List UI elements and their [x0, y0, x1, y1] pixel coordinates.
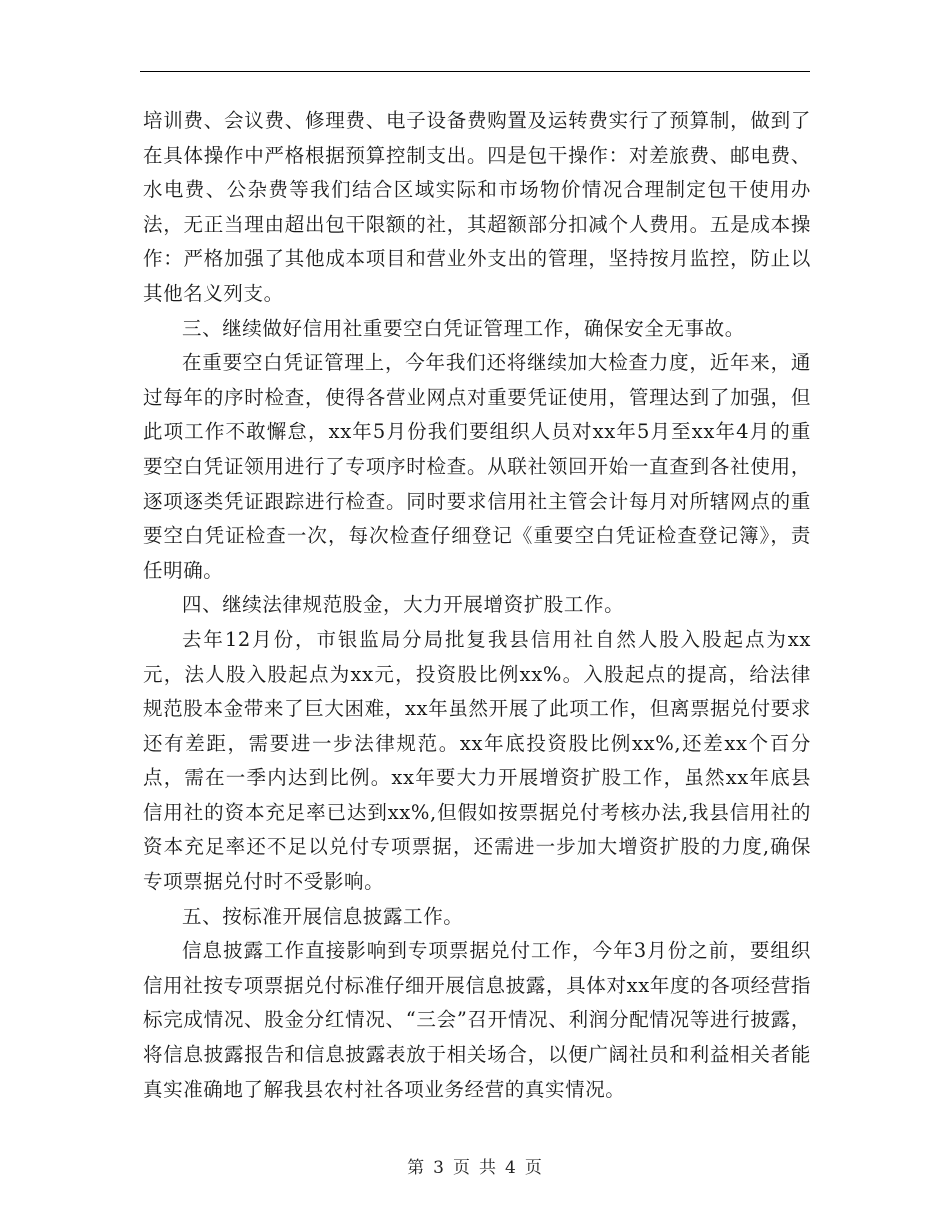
footer-total-pages: 4 — [505, 1158, 517, 1178]
paragraph-capital-expansion: 去年12月份，市银监局分局批复我县信用社自然人股入股起点为xx元，法人股入股起点为xx元，投资股比例xx%。入股起点的提高，给法律规范股本金带来了巨大困难，xx年虽然开展了此项工作，但离票据兑付要求还有差距，需要进一步法律规范。xx年底投资股比例xx%,还差xx个百分点，需在一季内达到比例。xx年要大力开展增资扩股工作，虽然xx年底县信用社的资本充足率已达到xx%,但假如按票据兑付考核办法,我县信用社的资本充足率还不足以兑付专项票据，还需进一步加大增资扩股的力度,确保专项票据兑付时不受影响。 — [143, 627, 811, 894]
section-heading-5: 五、按标准开展信息披露工作。 — [182, 904, 464, 928]
paragraph-continuation: 培训费、会议费、修理费、电子设备费购置及运转费实行了预算制，做到了在具体操作中严格根据预算控制支出。四是包干操作：对差旅费、邮电费、水电费、公杂费等我们结合区域实际和市场物价情况合理制定包干使用办法，无正当理由超出包干限额的社，其超额部分扣减个人费用。五是成本操作：严格加强了其他成本项目和营业外支出的管理，坚持按月监控，防止以其他名义列支。 — [143, 109, 811, 305]
header-rule — [140, 71, 810, 72]
footer-suffix: 页 — [524, 1158, 543, 1178]
footer-page-number: 3 — [433, 1158, 445, 1178]
section-heading-3: 三、继续做好信用社重要空白凭证管理工作，确保安全无事故。 — [182, 316, 745, 340]
footer-total-label: 共 — [479, 1158, 497, 1178]
paragraph-information-disclosure: 信息披露工作直接影响到专项票据兑付工作，今年3月份之前，要组织信用社按专项票据兑付标准仔细开展信息披露，具体对xx年度的各项经营指标完成情况、股金分红情况、“三会”召开情况、利润分配情况等进行披露，将信息披露报告和信息披露表放于相关场合，以便广阔社员和利益相关者能真实准确地了解我县农村社各项业务经营的真实情况。 — [143, 939, 811, 1101]
page-footer — [0, 1153, 950, 1178]
section-heading-4: 四、继续法律规范股金，大力开展增资扩股工作。 — [182, 593, 625, 617]
paragraph-blank-voucher-management: 在重要空白凭证管理上，今年我们还将继续加大检查力度，近年来，通过每年的序时检查，使得各营业网点对重要凭证使用，管理达到了加强，但此项工作不敢懈怠，xx年5月份我们要组织人员对xx年5月至xx年4月的重要空白凭证领用进行了专项序时检查。从联社领回开始一直查到各社使用，逐项逐类凭证跟踪进行检查。同时要求信用社主管会计每月对所辖网点的重要空白凭证检查一次，每次检查仔细登记《重要空白凭证检查登记簿》，责任明确。 — [143, 351, 811, 582]
footer-prefix: 第 — [407, 1158, 426, 1178]
footer-page-label: 页 — [453, 1158, 471, 1178]
document-body — [143, 104, 811, 1107]
